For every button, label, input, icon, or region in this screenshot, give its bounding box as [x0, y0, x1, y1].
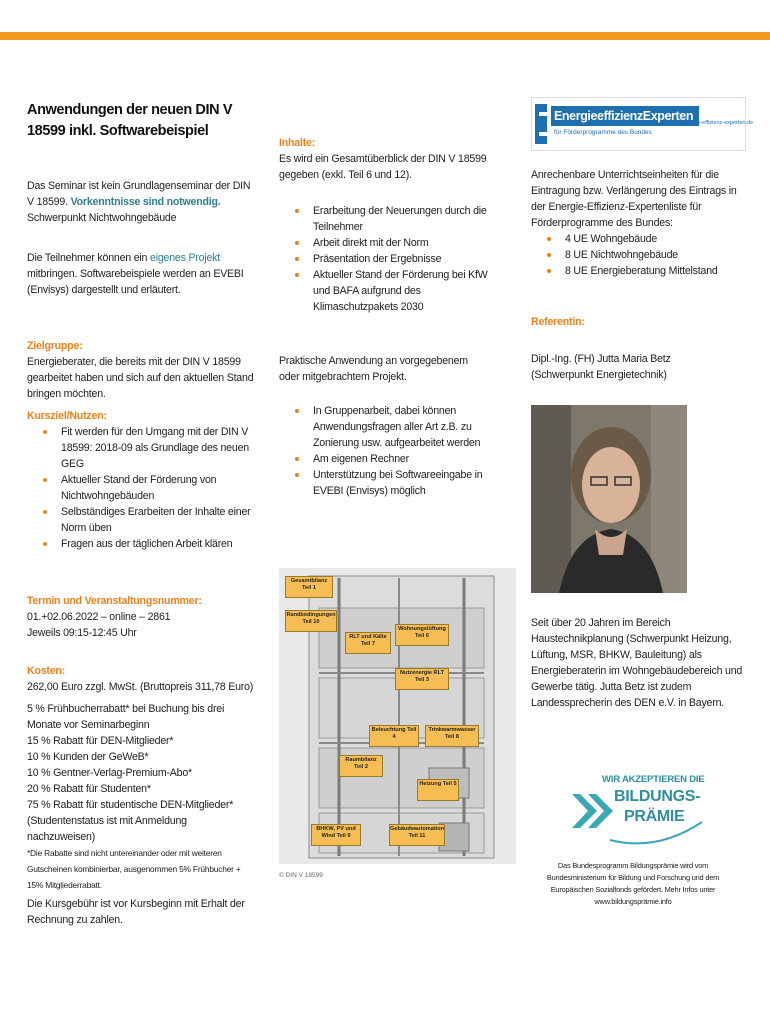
logo-e-icon	[535, 104, 547, 144]
top-accent-bar	[0, 32, 770, 40]
diagram-box-nutzenergie: Nutzenergie RLT Teil 3	[395, 668, 449, 690]
target-group-section	[27, 338, 257, 402]
list-item: Arbeit direkt mit der Norm	[279, 235, 489, 251]
contents-intro: Es wird ein Gesamtüberblick der DIN V 18599 gegeben (exkl. Teil 6 und 12).	[279, 153, 487, 181]
credits-text: Anrechenbare Unterrichtseinheiten für die Eintragung bzw. Verlängerung des Eintrags in der Energie-Effizienz-Expertenliste für Förderprogramme des Bundes:	[531, 169, 737, 229]
energieeffizienz-experten-logo	[531, 97, 754, 151]
course-goals-heading: Kursziel/Nutzen:	[27, 410, 107, 422]
course-goals-section	[27, 408, 257, 552]
target-group-text: Energieberater, die bereits mit der DIN V 18599 gearbeitet haben und sich auf den aktuellen Stand bringen möchten.	[27, 356, 254, 400]
list-item: Am eigenen Rechner	[279, 451, 489, 467]
cost-heading: Kosten:	[27, 665, 66, 677]
speaker-info	[531, 351, 751, 383]
intro-text: Das Seminar ist kein Grundlagenseminar der DIN V 18599.	[27, 180, 251, 208]
focus-text: Schwerpunkt Nichtwohngebäude	[27, 212, 177, 224]
list-item: Erarbeitung der Neuerungen durch die Teilnehmer	[279, 203, 489, 235]
logo-name: EnergieeffizienzExperten	[554, 109, 694, 123]
speaker-name: Dipl.-Ing. (FH) Jutta Maria Betz	[531, 353, 671, 365]
own-project-text-pre: Die Teilnehmer können ein	[27, 252, 148, 264]
page-title: Anwendungen der neuen DIN V 18599 inkl. Softwarebeispiel	[27, 102, 233, 139]
badge-line-2: BILDUNGS-	[614, 788, 701, 805]
list-item: 4 UE Wohngebäude	[531, 231, 751, 247]
target-group-heading: Zielgruppe:	[27, 340, 83, 352]
din-18599-diagram	[279, 568, 516, 864]
list-item: In Gruppenarbeit, dabei können Anwendungsfragen aller Art z.B. zu Zonierung usw. aufgearbeitet werden	[279, 403, 489, 451]
speaker-heading	[531, 314, 751, 330]
list-item: Fit werden für den Umgang mit der DIN V 18599: 2018-09 als Grundlage des neuen GEG	[27, 424, 257, 472]
list-item: Selbständiges Erarbeiten der Inhalte einer Norm üben	[27, 504, 257, 536]
practice-section	[279, 403, 489, 499]
speaker-focus: (Schwerpunkt Energietechnik)	[531, 369, 667, 381]
date-section	[27, 593, 257, 641]
diagram-box-bhkw: BHKW, PV und Wind Teil 9	[311, 824, 361, 846]
payment-note: Die Kursgebühr ist vor Kursbeginn mit Erhalt der Rechnung zu zahlen.	[27, 898, 245, 926]
discount-footnote: *Die Rabatte sind nicht untereinander oder mit weiteren Gutscheinen kombinierbar, ausgenommen 5% Frühbucher + 15% Mitgliederrabatt.	[27, 848, 241, 890]
contents-section	[279, 135, 489, 315]
discount-item: 75 % Rabatt für studentische DEN-Mitglieder* (Studentenstatus ist mit Anmeldung nachzuweisen)	[27, 799, 234, 843]
discount-item: 20 % Rabatt für Studenten*	[27, 783, 151, 795]
discount-item: 5 % Frühbucherrabatt* bei Buchung bis drei Monate vor Seminarbeginn	[27, 703, 225, 731]
prerequisite-note: Vorkenntnisse sind notwendig.	[70, 196, 221, 208]
diagram-box-raumbilanz: Raumbilanz Teil 2	[339, 755, 383, 777]
time-line: Jeweils 09:15-12:45 Uhr	[27, 627, 137, 639]
discount-list	[27, 701, 257, 845]
badge-line-3: PRÄMIE	[624, 808, 685, 825]
list-item: 8 UE Nichtwohngebäude	[531, 247, 751, 263]
diagram-box-rlt-kaelte: RLT und Kälte Teil 7	[345, 632, 391, 654]
list-item: Fragen aus der täglichen Arbeit klären	[27, 536, 257, 552]
discount-item: 10 % Kunden der GeWeB*	[27, 751, 149, 763]
cost-line: 262,00 Euro zzgl. MwSt. (Bruttopreis 311,78 Euro)	[27, 681, 254, 693]
own-project-link: eigenes Projekt	[150, 252, 221, 264]
diagram-box-beleuchtung: Beleuchtung Teil 4	[369, 725, 419, 747]
contents-heading: Inhalte:	[279, 137, 316, 149]
portrait-illustration	[531, 405, 687, 593]
list-item: Aktueller Stand der Förderung von Nichtwohngebäuden	[27, 472, 257, 504]
cost-section	[27, 663, 257, 893]
diagram-box-wohnungslueftung: Wohnungslüftung Teil 6	[395, 624, 449, 646]
diagram-box-trinkwarmwasser: Trinkwarmwasser Teil 8	[425, 725, 479, 747]
logo-url: energie-effizienz-experten.de	[682, 120, 754, 126]
logo-subtitle: für Förderprogramme des Bundes	[554, 129, 652, 136]
speaker-bio: Seit über 20 Jahren im Bereich Haustechnikplanung (Schwerpunkt Heizung, Lüftung, MSR, BHKW, Bauleitung) als Energieberaterin im Wohngebäudebereich und Gewerbe tätig. Jutta Betz ist zudem Landessprecherin des DEN e.V. in Bayern.	[531, 617, 743, 709]
speaker-heading-text: Referentin:	[531, 316, 585, 328]
diagram-box-heizung: Heizung Teil 5	[417, 779, 459, 801]
discount-item: 15 % Rabatt für DEN-Mitglieder*	[27, 735, 174, 747]
diagram-box-randbedingungen: Randbedingungen Teil 10	[285, 610, 337, 632]
intro-block	[27, 178, 257, 226]
practice-text: Praktische Anwendung an vorgegebenem oder mitgebrachtem Projekt.	[279, 355, 468, 383]
own-project-text-post: mitbringen. Softwarebeispiele werden an EVEBI (Envisys) dargestellt und erläutert.	[27, 268, 244, 296]
discount-item: 10 % Gentner-Verlag-Premium-Abo*	[27, 767, 192, 779]
own-project-block	[27, 250, 257, 298]
date-line: 01.+02.06.2022 – online – 2861	[27, 611, 171, 623]
speaker-photo	[531, 405, 687, 593]
credits-section	[531, 167, 751, 279]
diagram-box-gesamtbilanz: Gesamtbilanz Teil 1	[285, 576, 333, 598]
list-item: Aktueller Stand der Förderung bei KfW und BAFA aufgrund des Klimaschutzpakets 2030	[279, 267, 489, 315]
list-item: 8 UE Energieberatung Mittelstand	[531, 263, 751, 279]
bildungspraemie-badge	[562, 770, 708, 852]
list-item: Präsentation der Ergebnisse	[279, 251, 489, 267]
list-item: Unterstützung bei Softwareeingabe in EVEBI (Envisys) möglich	[279, 467, 489, 499]
badge-line-1: WIR AKZEPTIEREN DIE	[602, 774, 705, 785]
diagram-box-gebaeudeautomation: Gebäudeautomation Teil 11	[389, 824, 445, 846]
diagram-credit: © DIN V 18599	[279, 872, 323, 879]
date-heading: Termin und Veranstaltungsnummer:	[27, 595, 202, 607]
bildungspraemie-caption: Das Bundesprogramm Bildungsprämie wird vom Bundesministerium für Bildung und Forschung und dem Europäischen Sozialfonds gefördert. Mehr Infos unter www.bildungsprämie.info	[546, 861, 720, 906]
